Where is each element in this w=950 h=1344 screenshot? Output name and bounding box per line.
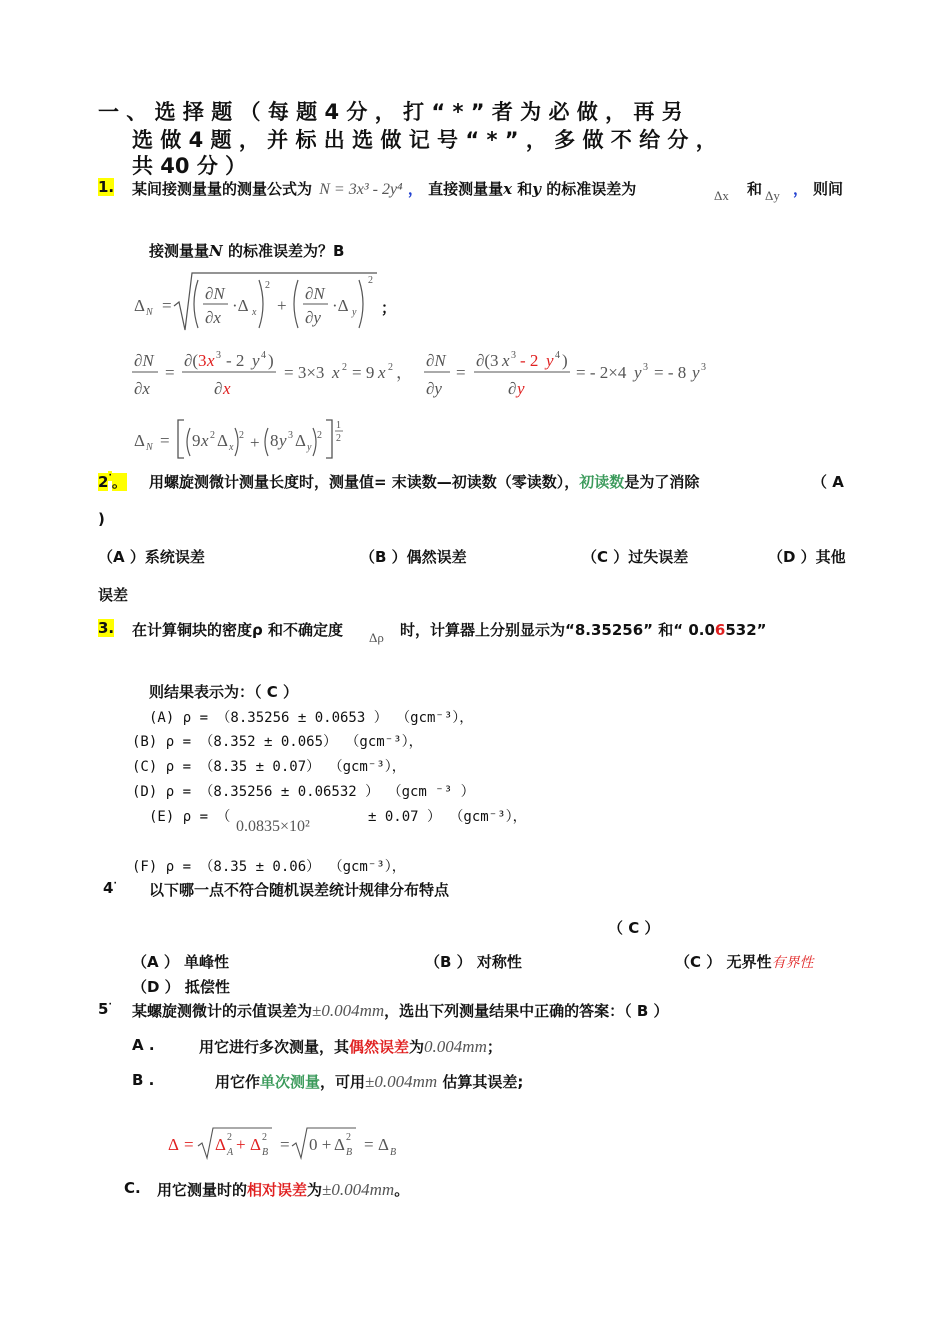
q5-option-c [157,1179,409,1200]
q3-option-e-end: ± 0.07 ） （gcm⁻³）， [368,809,527,825]
svg-text:B: B [346,1147,353,1158]
svg-text:N: N [146,442,153,453]
q1-result-formula [132,414,362,464]
q3-option-f: (F) ρ = （8.35 ± 0.06） （gcm⁻³）， [132,859,406,875]
svg-text:- 2: - 2 [226,351,245,370]
svg-text:∂N: ∂N [426,351,446,370]
svg-text:y: y [279,431,287,450]
svg-text:∂(3: ∂(3 [476,351,499,370]
svg-text:x: x [207,351,215,370]
svg-text:x: x [229,442,234,453]
question-2: 2·。 [98,471,127,491]
q5-text-a: 某螺旋测微计的示值误差为 [132,1002,313,1020]
question-4: 4· [103,879,117,897]
q5-option-b-highlight: 单次测量 [260,1073,321,1091]
q1-comma: ， [407,180,423,198]
q1-text: 的标准误差为 [541,180,637,198]
svg-text:2: 2 [239,430,244,441]
q3-option-b: (B) ρ = （8.352 ± 0.065） （gcm⁻³）， [132,734,423,750]
svg-text:- 2: - 2 [520,351,539,370]
q4-option-c [675,951,813,972]
q5-option-b-text: ，可用 [320,1073,366,1091]
svg-text:=: = [456,363,466,382]
question-number: 2 [98,473,109,491]
q2-option-d: （D ）其他 [768,548,846,566]
q2-answer: （ A [812,473,844,491]
svg-text:2: 2 [388,362,393,373]
q5-option-b-label: B . [132,1071,155,1089]
svg-text:=: = [364,1135,374,1154]
q1-partial-derivatives-formula [132,346,732,402]
svg-text:=: = [280,1135,290,1154]
svg-text:= - 8: = - 8 [654,363,687,382]
q4-option-a: （A ） 单峰性 [132,953,230,971]
q3-delta-rho: Δρ [369,630,384,645]
q1-text: 某间接测量量的测量公式为 [132,180,313,198]
question-1-line2 [149,240,344,261]
svg-text:x: x [223,379,231,398]
question-3 [98,619,114,637]
svg-text:∂: ∂ [214,379,223,398]
q4-option-b: （B ） 对称性 [425,953,522,971]
q3-text: 在计算铜块的密度ρ 和不确定度 [132,621,343,639]
q3-text: 532” [725,621,767,639]
q2-highlight-initial-reading: 初读数 [579,473,625,491]
q1-var-x: x [503,180,513,198]
q2-answer-close: ) [98,510,105,528]
q5-text-b: ，选出下列测量结果中正确的答案：（ B ） [384,1002,669,1020]
svg-text:y: y [307,442,312,453]
svg-text:Δ: Δ [378,1135,389,1154]
svg-text:∂x: ∂x [134,379,150,398]
q5-option-c-highlight: 相对误差 [247,1181,308,1199]
svg-text:2: 2 [262,1132,267,1143]
svg-text:Δ: Δ [295,431,306,450]
q3-option-d: (D) ρ = （8.35256 ± 0.06532 ） （gcm ⁻³ ） [132,784,475,800]
svg-text:+: + [277,296,287,315]
q5-option-a-highlight: 偶然误差 [349,1038,410,1056]
svg-text:3: 3 [216,350,221,361]
q1-delta-x: Δx [714,188,729,203]
q1-formula: N = 3x³ - 2y⁴ [319,181,403,198]
q1-text: 的标准误差为？B [222,242,345,260]
q1-and: 和 [747,180,763,198]
q1-semicolon: ； [381,299,397,317]
svg-text:x: x [201,431,209,450]
svg-text:3: 3 [198,351,207,370]
svg-text:): ) [562,351,568,370]
svg-text:∂N: ∂N [305,284,325,303]
q3-red-digit: 6 [714,621,726,639]
q5-option-a-text: 为 [409,1038,425,1056]
svg-text:9: 9 [192,431,201,450]
svg-text:+: + [250,433,260,452]
svg-text:，: ， [396,363,413,382]
q3-option-c: (C) ρ = （8.35 ± 0.07） （gcm⁻³）， [132,759,406,775]
svg-text:Δ: Δ [134,431,145,450]
q3-result-prompt: 则结果表示为：（ C ） [149,683,298,701]
svg-text:Δ: Δ [250,1135,261,1154]
svg-text:= 3×3: = 3×3 [284,363,325,382]
q3-option-e-math: 0.0835×10² [236,818,310,835]
q2-text: 是为了消除 [624,473,700,491]
q1-var-y: y [532,180,542,198]
svg-text:=: = [184,1135,194,1154]
svg-text:y: y [546,351,554,370]
q5-option-a-label: A . [132,1036,155,1054]
svg-text:Δ: Δ [134,296,145,315]
svg-text:+: + [236,1135,246,1154]
q5-option-c-text: 用它测量时的 [157,1181,248,1199]
svg-text:∂x: ∂x [205,308,221,327]
svg-text:x: x [252,307,257,318]
q5-option-b-text: 用它作 [215,1073,261,1091]
svg-text:4: 4 [261,350,266,361]
svg-text:= - 2×4: = - 2×4 [576,363,627,382]
q4-option-c-correction: 有界性 [771,955,814,971]
q3-text-2 [400,619,767,640]
section-heading-line1: 一 、 选 择 题 （ 每 题 4 分 ， 打 “ * ” 者 为 必 做 ， 再 另 [98,100,683,124]
svg-text:0 +: 0 + [309,1135,332,1154]
svg-text:Δ: Δ [215,1135,226,1154]
svg-text:y: y [692,363,700,382]
svg-text:): ) [268,351,274,370]
svg-text:3: 3 [701,362,706,373]
svg-text:y: y [634,363,642,382]
q1-text: 直接测量量 [428,180,504,198]
svg-text:2: 2 [265,280,270,291]
question-1 [98,178,114,196]
question-number: 5 [98,1000,109,1018]
q5-value: ±0.004mm [312,1001,385,1020]
svg-text:Δ: Δ [168,1135,179,1154]
q1-delta-y: Δy [765,188,780,203]
question-marker: 。 [111,473,127,491]
question-number: 4 [103,879,114,897]
question-2-text [149,471,699,492]
q2-option-c: （C ）过失误差 [582,548,689,566]
q5-option-a-end: ； [486,1038,502,1056]
svg-text:= 9: = 9 [352,363,375,382]
q5-option-c-end: 。 [394,1181,410,1199]
svg-text:3: 3 [511,350,516,361]
svg-text:x: x [502,351,510,370]
q5-option-b [215,1071,523,1092]
svg-text:∂N: ∂N [134,351,154,370]
q4-text: 以下哪一点不符合随机误差统计规律分布特点 [149,881,450,899]
q5-option-a-text: 用它进行多次测量，其 [199,1038,350,1056]
q4-option-c-text: （C ） 无界性 [675,953,772,971]
svg-text:∂(: ∂( [184,351,199,370]
svg-text:8: 8 [270,431,279,450]
question-1-line1 [132,178,636,199]
q2-text: 用螺旋测微计测量长度时，测量值= 末读数—初读数（零读数）， [149,473,580,491]
svg-text:∂y: ∂y [305,308,321,327]
q1-comma: ， [793,180,809,198]
svg-text:1: 1 [336,420,341,431]
svg-text:x: x [378,363,386,382]
svg-text:·Δ: ·Δ [232,296,249,315]
question-number: 3. [98,619,115,637]
svg-text:∂N: ∂N [205,284,225,303]
svg-text:=: = [165,363,175,382]
q1-text: 则间 [813,180,844,198]
svg-text:4: 4 [555,350,560,361]
q5-option-a-value: 0.004mm [424,1037,487,1056]
q2-option-d-cont: 误差 [98,586,129,604]
q1-text: 和 [512,180,533,198]
svg-text:2: 2 [317,430,322,441]
q4-option-d: （D ） 抵偿性 [132,978,230,996]
svg-text:B: B [390,1147,397,1158]
svg-text:·Δ: ·Δ [332,296,349,315]
svg-text:2: 2 [368,275,373,286]
svg-text:N: N [146,307,153,318]
svg-text:Δ: Δ [334,1135,345,1154]
q5-option-c-label: C. [124,1179,141,1197]
svg-text:2: 2 [227,1132,232,1143]
q3-option-e-start: (E) ρ = （ [149,809,231,825]
q5-option-a [199,1036,502,1057]
q4-answer: （ C ） [608,919,660,937]
question-number: 1. [98,178,115,196]
svg-text:x: x [332,363,340,382]
svg-text:3: 3 [643,362,648,373]
svg-text:∂: ∂ [508,379,517,398]
question-5: 5· [98,1000,112,1018]
q5-text [132,1000,669,1021]
q5-option-b-text: 估算其误差; [437,1073,524,1091]
svg-text:2: 2 [210,430,215,441]
section-heading-line3: 共 40 分 ） [132,154,247,178]
svg-text:=: = [160,431,170,450]
q3-option-a: (A) ρ = （8.35256 ± 0.0653 ） （gcm⁻³）， [149,710,474,726]
svg-text:2: 2 [336,433,341,444]
svg-text:B: B [262,1147,269,1158]
q3-text: 时，计算器上分别显示为“8.35256” 和“ 0.0 [400,621,715,639]
svg-text:∂y: ∂y [426,379,442,398]
q2-option-a: （A ）系统误差 [98,548,205,566]
svg-text:=: = [162,296,172,315]
q1-error-propagation-formula [132,268,382,338]
q5-option-c-text: 为 [307,1181,323,1199]
section-heading-line2: 选 做 4 题 ， 并 标 出 选 做 记 号 “ * ” ， 多 做 不 给 分 ， [132,128,717,152]
q1-var-N: N [209,242,223,260]
svg-text:Δ: Δ [217,431,228,450]
svg-text:2: 2 [342,362,347,373]
svg-text:y: y [517,379,525,398]
svg-text:A: A [227,1147,234,1158]
q5-option-c-value: ±0.004mm [322,1180,395,1199]
q1-text: 接测量量 [149,242,210,260]
q5-option-b-value: ±0.004mm [365,1072,438,1091]
svg-text:2: 2 [346,1132,351,1143]
svg-text:y: y [352,307,357,318]
svg-text:3: 3 [288,430,293,441]
q5-combined-error-formula [166,1124,406,1164]
svg-text:y: y [252,351,260,370]
q2-option-b: （B ）偶然误差 [360,548,467,566]
